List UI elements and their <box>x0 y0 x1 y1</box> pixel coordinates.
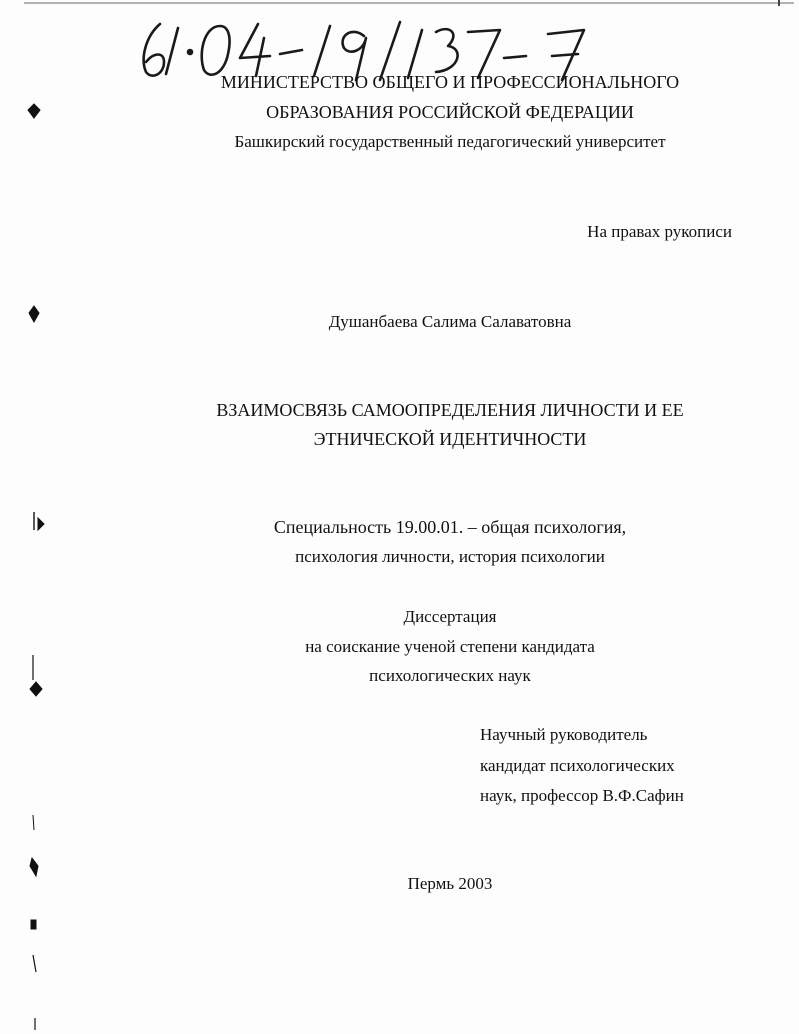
university-name: Башкирский государственный педагогический университет <box>234 132 666 151</box>
scan-top-edge <box>24 0 794 8</box>
supervisor-name: наук, профессор В.Ф.Сафин <box>480 786 684 805</box>
specialty-line1: Специальность 19.00.01. – общая психология, <box>273 517 627 537</box>
ministry-heading-line1: МИНИСТЕРСТВО ОБЩЕГО И ПРОФЕССИОНАЛЬНОГО <box>220 72 680 92</box>
manuscript-note: На правах рукописи <box>587 222 732 241</box>
work-type: Диссертация <box>403 607 497 626</box>
dissertation-title-line2: ЭТНИЧЕСКОЙ ИДЕНТИЧНОСТИ <box>313 429 587 449</box>
specialty-line2: психология личности, история психологии <box>295 547 605 566</box>
author-name: Душанбаева Салима Салаватовна <box>328 312 572 331</box>
supervisor-label: Научный руководитель <box>480 725 648 744</box>
supervisor-degree: кандидат психологических <box>480 756 675 775</box>
degree-line1: на соискание ученой степени кандидата <box>305 637 595 656</box>
degree-line2: психологических наук <box>369 666 531 685</box>
ministry-heading-line2: ОБРАЗОВАНИЯ РОССИЙСКОЙ ФЕДЕРАЦИИ <box>266 102 634 122</box>
city-year: Пермь 2003 <box>407 874 493 893</box>
dissertation-title-line1: ВЗАИМОСВЯЗЬ САМООПРЕДЕЛЕНИЯ ЛИЧНОСТИ И ЕЕ <box>216 400 684 420</box>
